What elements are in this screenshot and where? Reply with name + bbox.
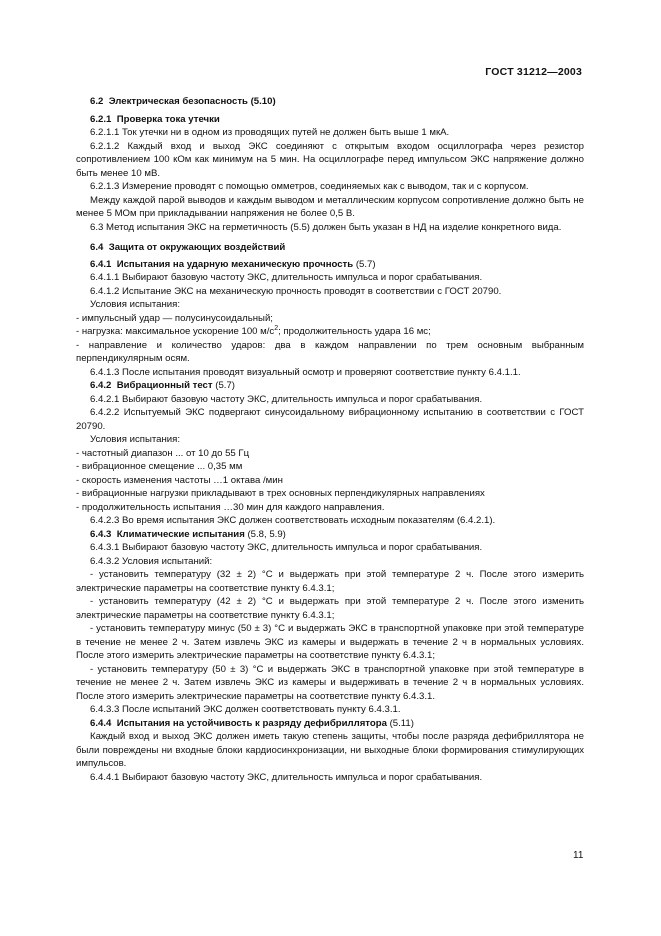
list-item: - нагрузка: максимальное ускорение 100 $м/с^2$; продолжительность удара 16 мс; [76,324,431,337]
paragraph-6-4-1-2: 6.4.1.2 Испытание ЭКС на механическую прочность проводят в соответствии с ГОСТ 20790. [90,285,502,297]
paragraph-6-4-1-1: 6.4.1.1 Выбирают базовую частоту ЭКС, длительность импульса и порог срабатывания. [90,272,483,283]
paragraph-6-4-2-2: 6.4.2.2 Испытуемый ЭКС подвергают синусоидальному вибрационному испытанию в соответствии с ГОСТ 20790. [76,407,584,432]
paragraph-6-2-1-1: 6.2.1.1 Ток утечки ни в одном из проводящих путей не должен быть выше 1 мкА. [90,127,450,138]
paragraph-6-2-1-2: 6.2.1.2 Каждый вход и выход ЭКС соединяют с открытым входом осциллографа через резистор сопротивлением 100 кОм как минимум на 5 мин. На осциллографе перед импульсом ЭКС напряжение должно быть менее 10 мВ. [76,140,584,179]
paragraph-6-4-4-1: 6.4.4.1 Выбирают базовую частоту ЭКС, длительность импульса и порог срабатывания. [90,771,483,783]
paragraph-6-3: 6.3 Метод испытания ЭКС на герметичность (5.5) должен быть указан в НД на изделие конкретного вида. [90,221,562,233]
subsection-heading-6-4-1: 6.4.1 Испытания на ударную механическую прочность (5.7) [90,258,376,270]
list-item: - установить температуру (32 ± 2) °С и выдержать при этой температуре 2 ч. После этого измерить электрические параметры на соответствие пункту 6.4.3.1; [76,569,584,594]
conditions-label-2: Условия испытания: [90,434,180,445]
paragraph-6-4-2-1: 6.4.2.1 Выбирают базовую частоту ЭКС, длительность импульса и порог срабатывания. [90,393,483,405]
list-item: - направление и количество ударов: два в каждом направлении по трем основным выбранным перпендикулярным осям. [76,339,584,364]
list-item: - вибрационные нагрузки прикладывают в трех основных перпендикулярных направлениях [76,488,485,499]
subsection-heading-6-4-3: 6.4.3 Климатические испытания (5.8, 5.9) [90,528,286,540]
document-body [76,95,584,784]
subsection-heading-6-2-1: 6.2.1 Проверка тока утечки [90,113,220,125]
list-item: - импульсный удар — полусинусоидальный; [76,312,273,324]
list-item: - установить температуру (42 ± 2) °С и выдержать при этой температуре 2 ч. После этого изменить электрические параметры на соответствие пункту 6.4.3.1; [76,596,584,621]
paragraph-6-4-1-3: 6.4.1.3 После испытания проводят визуальный осмотр и проверяют соответствие пункту 6.4.1.1. [90,366,521,378]
subsection-heading-6-4-4: 6.4.4 Испытания на устойчивость к разряду дефибриллятора (5.11) [90,717,414,729]
paragraph-6-4-3-1: 6.4.3.1 Выбирают базовую частоту ЭКС, длительность импульса и порог срабатывания. [90,542,483,553]
page-number: 11 [573,850,584,861]
paragraph-6-2-1-3-cont: Между каждой парой выводов и каждым выводом и металлическим корпусом сопротивление должно быть не менее 5 МОм при прикладывании напряжения не более 0,5 В. [76,194,584,219]
subsection-heading-6-4-2: 6.4.2 Вибрационный тест (5.7) [90,380,235,391]
list-item: - вибрационное смещение ... 0,35 мм [76,461,243,472]
conditions-label-1: Условия испытания: [90,299,180,310]
paragraph-6-4-2-3: 6.4.2.3 Во время испытания ЭКС должен соответствовать исходным показателям (6.4.2.1). [90,515,496,526]
list-item: - установить температуру (50 ± 3) °С и выдержать ЭКС в транспортной упаковке при этой температуре в течение не менее 2 ч. Затем извлечь ЭКС из камеры и выдерживать в течение 2 ч в нормальных условиях. После этого измерить электрические параметры на соответствие пункту 6.4.3.1. [76,663,584,702]
paragraph-6-2-1-3: 6.2.1.3 Измерение проводят с помощью омметров, соединяемых как с выводом, так и с корпусом. [90,181,529,192]
list-item: - скорость изменения частоты …1 октава /мин [76,474,283,486]
paragraph-6-4-3-2: 6.4.3.2 Условия испытаний: [90,555,213,567]
section-heading-6-4: 6.4 Защита от окружающих воздействий [90,242,286,253]
section-heading-6-2: 6.2 Электрическая безопасность (5.10) [90,96,276,107]
list-item: - установить температуру минус (50 ± 3) °С и выдержать ЭКС в транспортной упаковке при этой температуре в течение не менее 2 ч. Затем извлечь ЭКС из камеры и выдержать в течение 2 ч в нормальных условиях. После этого измерить электрические параметры на соответствие пункту 6.4.3.1; [76,623,584,661]
standard-code-header: ГОСТ 31212—2003 [485,66,582,78]
paragraph-6-4-4: Каждый вход и выход ЭКС должен иметь такую степень защиты, чтобы после разряда дефибриллятора не были повреждены ни входные блоки кардиосинхронизации, ни выходные блоки формирования стимулирующих импульсов. [76,731,584,769]
list-item: - частотный диапазон ... от 10 до 55 Гц [76,447,250,459]
list-item: - продолжительность испытания …30 мин для каждого направления. [76,501,385,513]
paragraph-6-4-3-3: 6.4.3.3 После испытаний ЭКС должен соответствовать пункту 6.4.3.1. [90,704,401,715]
